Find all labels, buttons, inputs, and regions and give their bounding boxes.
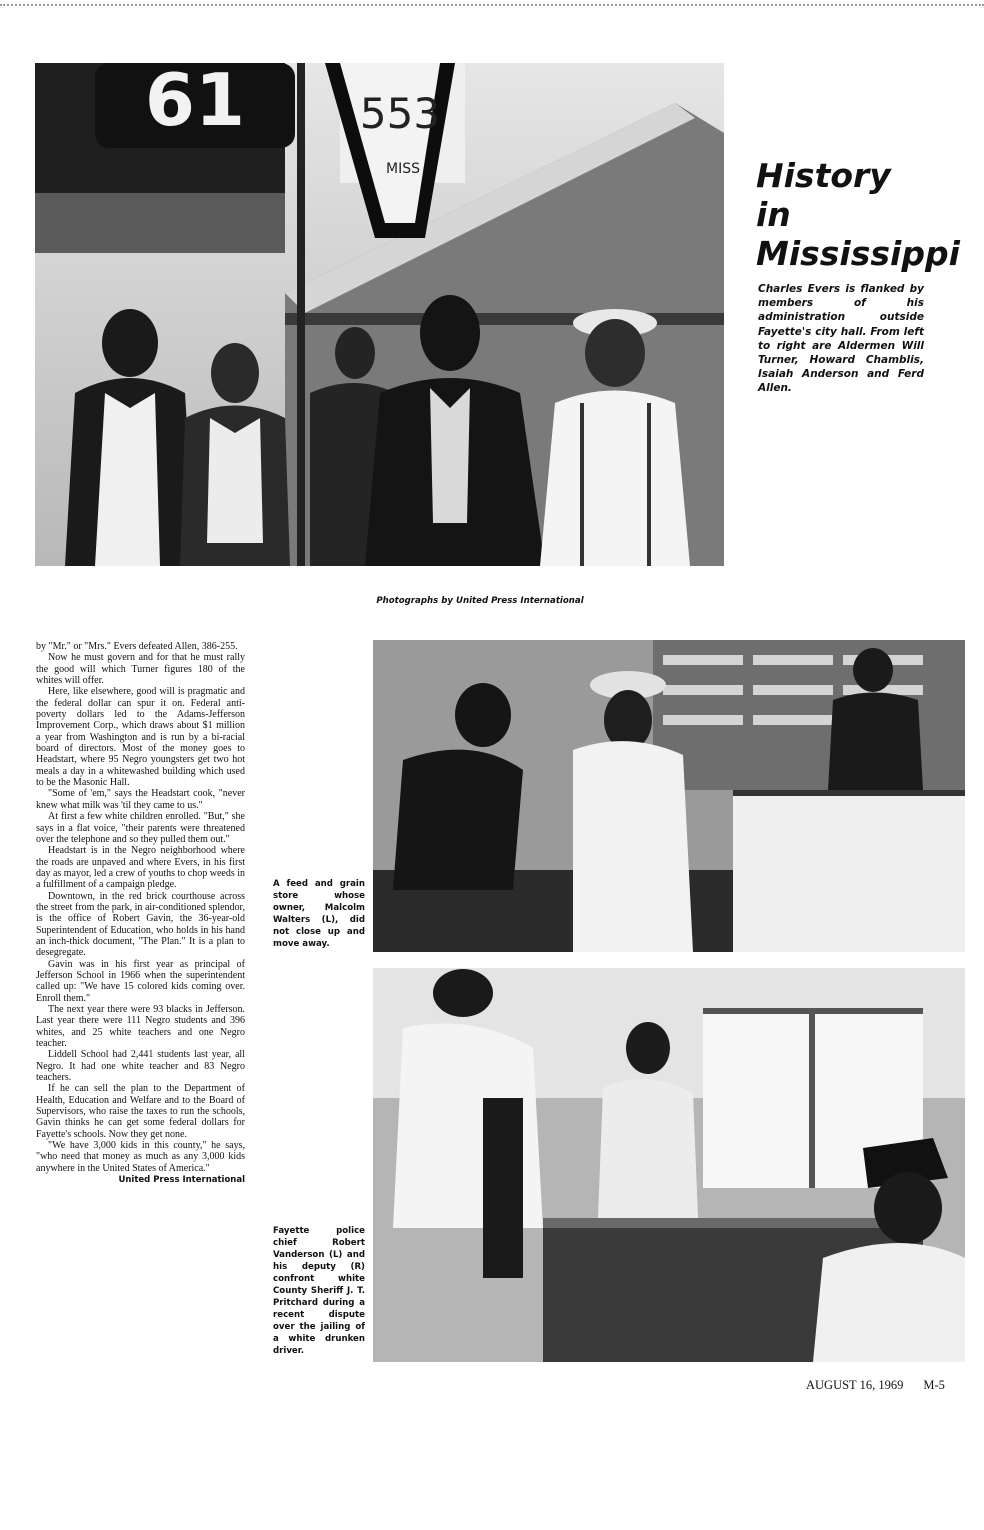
photo-police-dispute xyxy=(373,968,965,1362)
issue-date: AUGUST 16, 1969 xyxy=(806,1378,904,1392)
state-route-label: MISS xyxy=(386,161,420,177)
photo-police-dispute-illustration xyxy=(373,968,965,1362)
headline-line-2: in xyxy=(756,195,791,234)
store-photo-caption: A feed and grain store whose owner, Malcolm Walters (L), did not close up and move away. xyxy=(273,879,365,949)
article-paragraph: "Some of 'em," says the Headstart cook, "never knew what milk was 'til they came to us." xyxy=(36,788,245,811)
article-paragraph: Headstart is in the Negro neighborhood where the roads are unpaved and where Evers, in his first day as mayor, led a crew of youths to chop weeds in a fulfillment of a campaign pledge. xyxy=(36,845,245,891)
page-footer xyxy=(806,1378,945,1393)
article-paragraph: Liddell School had 2,441 students last year, all Negro. It had one white teacher and 83 Negro teachers. xyxy=(36,1049,245,1084)
page-number: M-5 xyxy=(923,1378,945,1392)
article-paragraph: "We have 3,000 kids in this county," he says, "who need that money as much as any 3,000 kids anywhere in the United States of America." xyxy=(36,1140,245,1174)
article-paragraph: The next year there were 93 blacks in Jefferson. Last year there were 111 Negro students and 396 whites, and 25 white teachers and one Negro teacher. xyxy=(36,1004,245,1050)
state-route-number: 553 xyxy=(359,89,441,138)
article-signature: United Press International xyxy=(118,1175,245,1186)
page-top-border xyxy=(0,4,984,6)
us-route-number: 61 xyxy=(144,63,246,142)
article-paragraph: by "Mr." or "Mrs." Evers defeated Allen, 386-255. xyxy=(36,641,238,652)
photo-city-hall-illustration xyxy=(35,63,724,566)
article-paragraph: Gavin was in his first year as principal of Jefferson School in 1966 when the superintendent called up: "We have 15 colored kids coming over. Enroll them." xyxy=(36,958,245,1004)
article-paragraph: At first a few white children enrolled. "But," she says in a flat voice, "their parents were threatened over the telephone and so they pulled them out." xyxy=(36,811,245,845)
article-paragraph: If he can sell the plan to the Department of Health, Education and Welfare and to the Board of Supervisors, who raise the taxes to run the schools, Gavin thinks he can get some federal dollars for Fayette's schools. Now they get none. xyxy=(36,1083,245,1140)
photo-feed-store-illustration xyxy=(373,640,965,952)
photo-feed-store xyxy=(373,640,965,952)
article-body xyxy=(36,641,245,1187)
headline xyxy=(756,156,966,273)
photo-credit: Photographs by United Press International xyxy=(376,596,584,606)
article-paragraph: Now he must govern and for that he must rally the good will which Turner figures 180 of the whites will offer. xyxy=(36,652,245,687)
headline-line-1: History xyxy=(756,156,891,195)
article-paragraph: Downtown, in the red brick courthouse across the street from the park, in air-conditioned splendor, is the office of Robert Gavin, the 36-year-old Superintendent of Education, who holds in his hand an inch-thick document, "The Plan." It is a plan to desegregate. xyxy=(36,890,245,959)
photo-city-hall xyxy=(35,63,724,566)
top-photo-caption: Charles Evers is flanked by members of his administration outside Fayette's city hall. From left to right are Aldermen Will Turner, Howard Chamblis, Isaiah Anderson and Ferd Allen. xyxy=(758,283,924,395)
article-paragraph: Here, like elsewhere, good will is pragmatic and the federal dollar can spur it on. Federal anti-poverty dollars led to the Adams-Jefferson Improvement Corp., which draws about $1 million a year from Washington and is run by a bi-racial board of directors. Most of the money goes to Headstart, where 95 Negro youngsters get two hot meals a day in a whitewashed building which used to be the Masonic Hall. xyxy=(36,686,245,789)
police-photo-caption: Fayette police chief Robert Vanderson (L) and his deputy (R) confront white County Sheriff J. T. Pritchard during a recent dispute over the jailing of a white drunken driver. xyxy=(273,1226,365,1356)
headline-line-3: Mississippi xyxy=(756,234,960,273)
